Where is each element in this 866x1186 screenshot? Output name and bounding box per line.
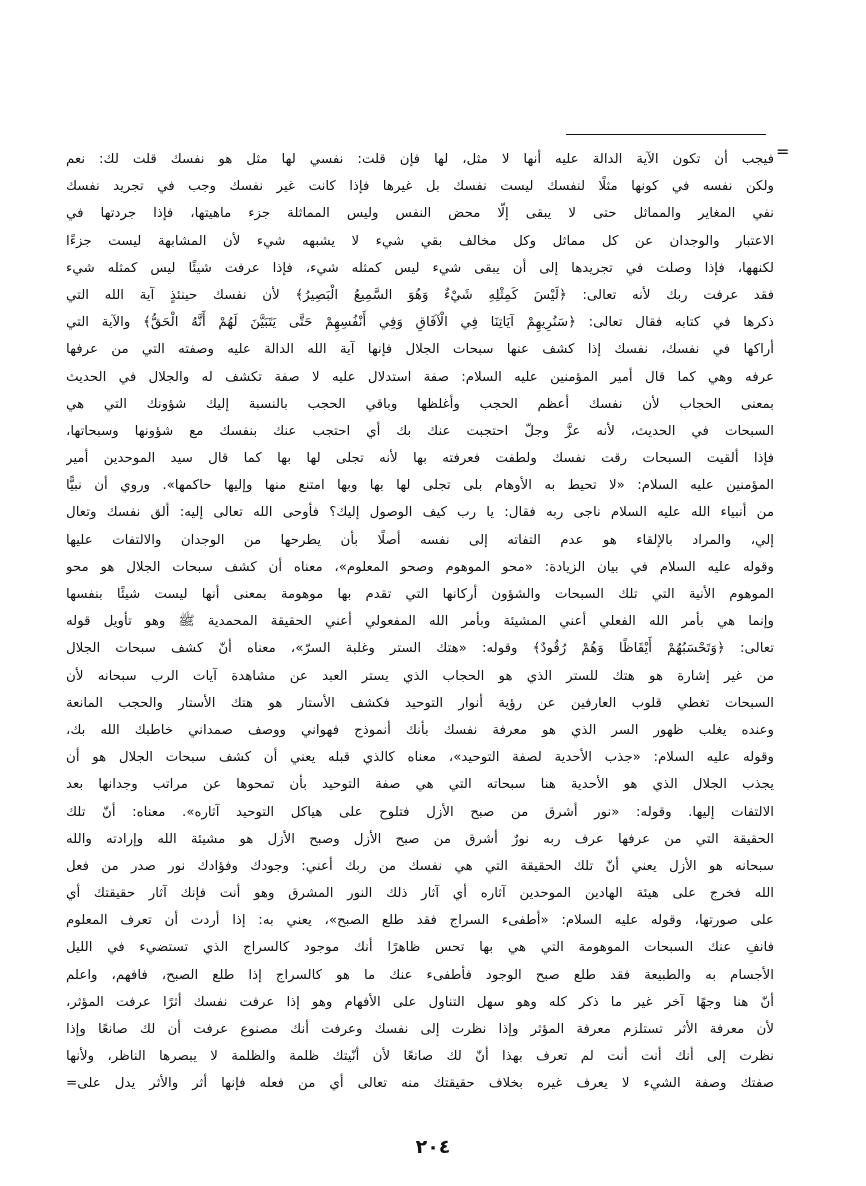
text-line: صفتك وصفة الشيء لا يعرف غيره بخلاف حقيقتك منه تعالى أي من فعله فإنها أثر والأثر يدل على= bbox=[66, 1076, 774, 1092]
text-line: لكنهها، فإذا وصلت في تجريدها إلى أن يبقى شيء ليس كمثله شيء، فإذا عرفت شيئًا ليس كمثله شيء bbox=[66, 260, 774, 276]
page-number: ٢٠٤ bbox=[415, 1136, 451, 1158]
text-line: عرفه وهي كما قال أمير المؤمنين عليه السلام: صفة استدلال عليه لا صفة تكشف له والجلال في الحديث bbox=[66, 369, 774, 385]
text-line: وعنده يغلب ظهور السر الذي هو معرفة نفسك بأنك أنموذج فهواني ووصف صمداني خاطبك الله بك، bbox=[66, 722, 774, 738]
text-line: نفي المغاير والمماثل حتى لا يبقى إلّا محض النفس وليس المماثلة جزء ماهيتها، فإذا جردتها في bbox=[66, 206, 774, 222]
text-line: أنّ هنا وجهًا آخر غير ما ذكر كله وهو سهل التناول على الأفهام وهو إذا عرفت نفسك أثرًا عرفت المؤثر، bbox=[66, 994, 774, 1010]
text-line: السبحات تغطي قلوب العارفين عن رؤية أنوار التوحيد فكشف الأستار هو هتك الأستار والحجب المانعة bbox=[66, 695, 774, 711]
main-text-block bbox=[66, 146, 774, 1098]
text-line: يجذب الجلال الذي هو الأحدية هنا سبحاته التي هي صفة التوحيد بأن تمحوها عن مراتب وجدانها بعد bbox=[66, 777, 774, 793]
text-line: فيجب أن تكون الآية الدالة عليه أنها لا مثل، لها فإن قلت: نفسي لها مثل هو نفسك قلت لك: نعم bbox=[66, 152, 774, 167]
text-line: تعالى: ﴿وَتَحْسَبُهُمْ أَيْقَاظًا وَهُمْ رُقُودٌ﴾ وقوله: «هتك الستر وغلبة السرّ»، معناه أنّ كشف سبحات الجلال bbox=[66, 641, 774, 657]
text-line: الأجسام به والطبيعة فقد طلع صبح الوجود فأطفىء عنك ما هو كالسراج إذا طلع الصبح، فافهم، واعلم bbox=[66, 967, 774, 983]
footnote-separator-rule bbox=[566, 134, 766, 135]
text-line: لأن معرفة الأثر تستلزم معرفة المؤثر وإذا نظرت إلى نفسك وعرفت أنك مصنوع عرفت أن لك صانعًا وإذا bbox=[66, 1022, 774, 1037]
text-line: الالتفات إليها. وقوله: «نور أشرق من صبح الأزل فتلوح على هياكل التوحيد آثاره». معناه: أنّ تلك bbox=[66, 804, 774, 820]
text-line: من أنبياء الله عليه السلام ناجى ربه فقال: يا رب كيف الوصول إليك؟ فأوحى الله تعالى إليه: ألق نفسك وتعال bbox=[66, 505, 774, 521]
text-line: الحقيقة التي من عرفها عرف ربه نورٌ أشرق من صبح الأزل وصبح الأزل هو مشيئة الله وإرادته والله bbox=[66, 831, 774, 847]
text-line: فإذا ألقيت السبحات رقت نفسك ولطفت فعرفته بها لأنه تجلى لها بها كما قال سيد الموحدين أمير bbox=[66, 451, 774, 467]
text-line: على صورتها، وقوله عليه السلام: «أطفىء السراج فقد طلع الصبح»، يعني به: إذا أردت أن تعرف المعلوم bbox=[66, 913, 774, 929]
text-line: إلي، والمراد بالإلقاء هو عدم التفاته إلى نفسه أصلًا بأن يطرحها من الوجدان والالتفات عليها bbox=[66, 532, 774, 548]
text-line: وإنما هي بأمر الله الفعلي أعني المشيئة وبأمر الله المفعولي أعني الحقيقة المحمدية ﷺ وهو تأويل قوله bbox=[66, 614, 774, 630]
text-line: وقوله عليه السلام: «جذب الأحدية لصفة التوحيد»، معناه كالذي قبله يعني أن كشف سبحات الجلال هو أن bbox=[66, 750, 774, 766]
text-line: فقد عرفت ربك لأنه تعالى: ﴿لَيْسَ كَمِثْلِهِ شَيْءٌ وَهُوَ السَّمِيعُ الْبَصِيرُ﴾ لأن نفسك حينئذٍ آية الله التي bbox=[66, 287, 774, 303]
text-line: فانفِ عنك السبحات الموهومة التي هي بها تحس ظاهرًا أنك موجود كالسراج الذي تستضيء في الليل bbox=[66, 940, 774, 956]
text-line: أراكها في نفسك، نفسك إذا كشف عنها سبحات الجلال فإنها آية الله الدالة عليه وصفته التي من عرفها bbox=[66, 342, 774, 358]
text-line: وقوله عليه السلام في بيان الزيادة: «محو الموهوم وصحو المعلوم»، معناه أن كشف سبحات الجلال هو محو bbox=[66, 559, 774, 575]
text-line: ذكرها في كتابه فقال تعالى: ﴿سَنُرِيهِمْ آيَاتِنَا فِي الْآفَاقِ وَفِي أَنْفُسِهِمْ حَتَّى يَتَبَيَّنَ لَهُمْ أَنَّهُ الْحَقُّ﴾ والآية التي bbox=[66, 315, 774, 331]
text-line: السبحات في الحديث، لأنه عزَّ وجلّ احتجبت عنك بك أي احتجب عنك بنفسك مع شؤونها وسبحاتها، bbox=[66, 423, 774, 439]
text-line: ولكن نفسه في كونها مثلًا لنفسك ليست نفسك بل غيرها فإذا كانت غير نفسك وجب في تجريد نفسك bbox=[66, 179, 774, 195]
text-line: سبحانه هو الأزل يعني أنّ تلك الحقيقة التي هي نفسك من ربك أعني: وجودك وفؤادك نور صدر من فعل bbox=[66, 858, 774, 874]
text-line: بمعنى الحجاب لأن نفسك أعظم الحجب وأغلظها وباقي الحجب بالنسبة إليك شؤونك التي هي bbox=[66, 396, 774, 412]
text-line: المؤمنين عليه السلام: «لا تحيط به الأوهام بلى تجلى لها بها وبها امتنع منها وإليها حاكمها». وروي أن نبيًّا bbox=[66, 478, 774, 494]
text-line: نظرت إلى أنك أنت أنت لم تعرف بهذا أنّ لك صانعًا لأن أنّيتك ظلمة والظلمة لا يبصرها الناظر، ولأنها bbox=[66, 1049, 774, 1065]
text-line: الله فخرج على هيئة الهادين الموحدين آثاره أي آثار ذلك النور المشرق وهو أنت فإنك آثار حقيقتك أي bbox=[66, 886, 774, 902]
text-line: الاعتبار والوجدان عن كل مماثل وكل مخالف بقي شيء لا يشبهه شيء لأن المشابهة ليست جزءًا bbox=[66, 233, 774, 249]
text-line: الموهوم الأنية التي تلك السبحات والشؤون أركانها التي تقدم بها موهومة بمعنى أنها ليست شيئًا بنفسها bbox=[66, 587, 774, 602]
continuation-mark: = bbox=[776, 142, 790, 161]
text-line: من غير إشارة هو هتك للستر الذي هو الحجاب الذي يستر العبد عن مشاهدة آيات الرب سبحانه لأن bbox=[66, 668, 774, 684]
